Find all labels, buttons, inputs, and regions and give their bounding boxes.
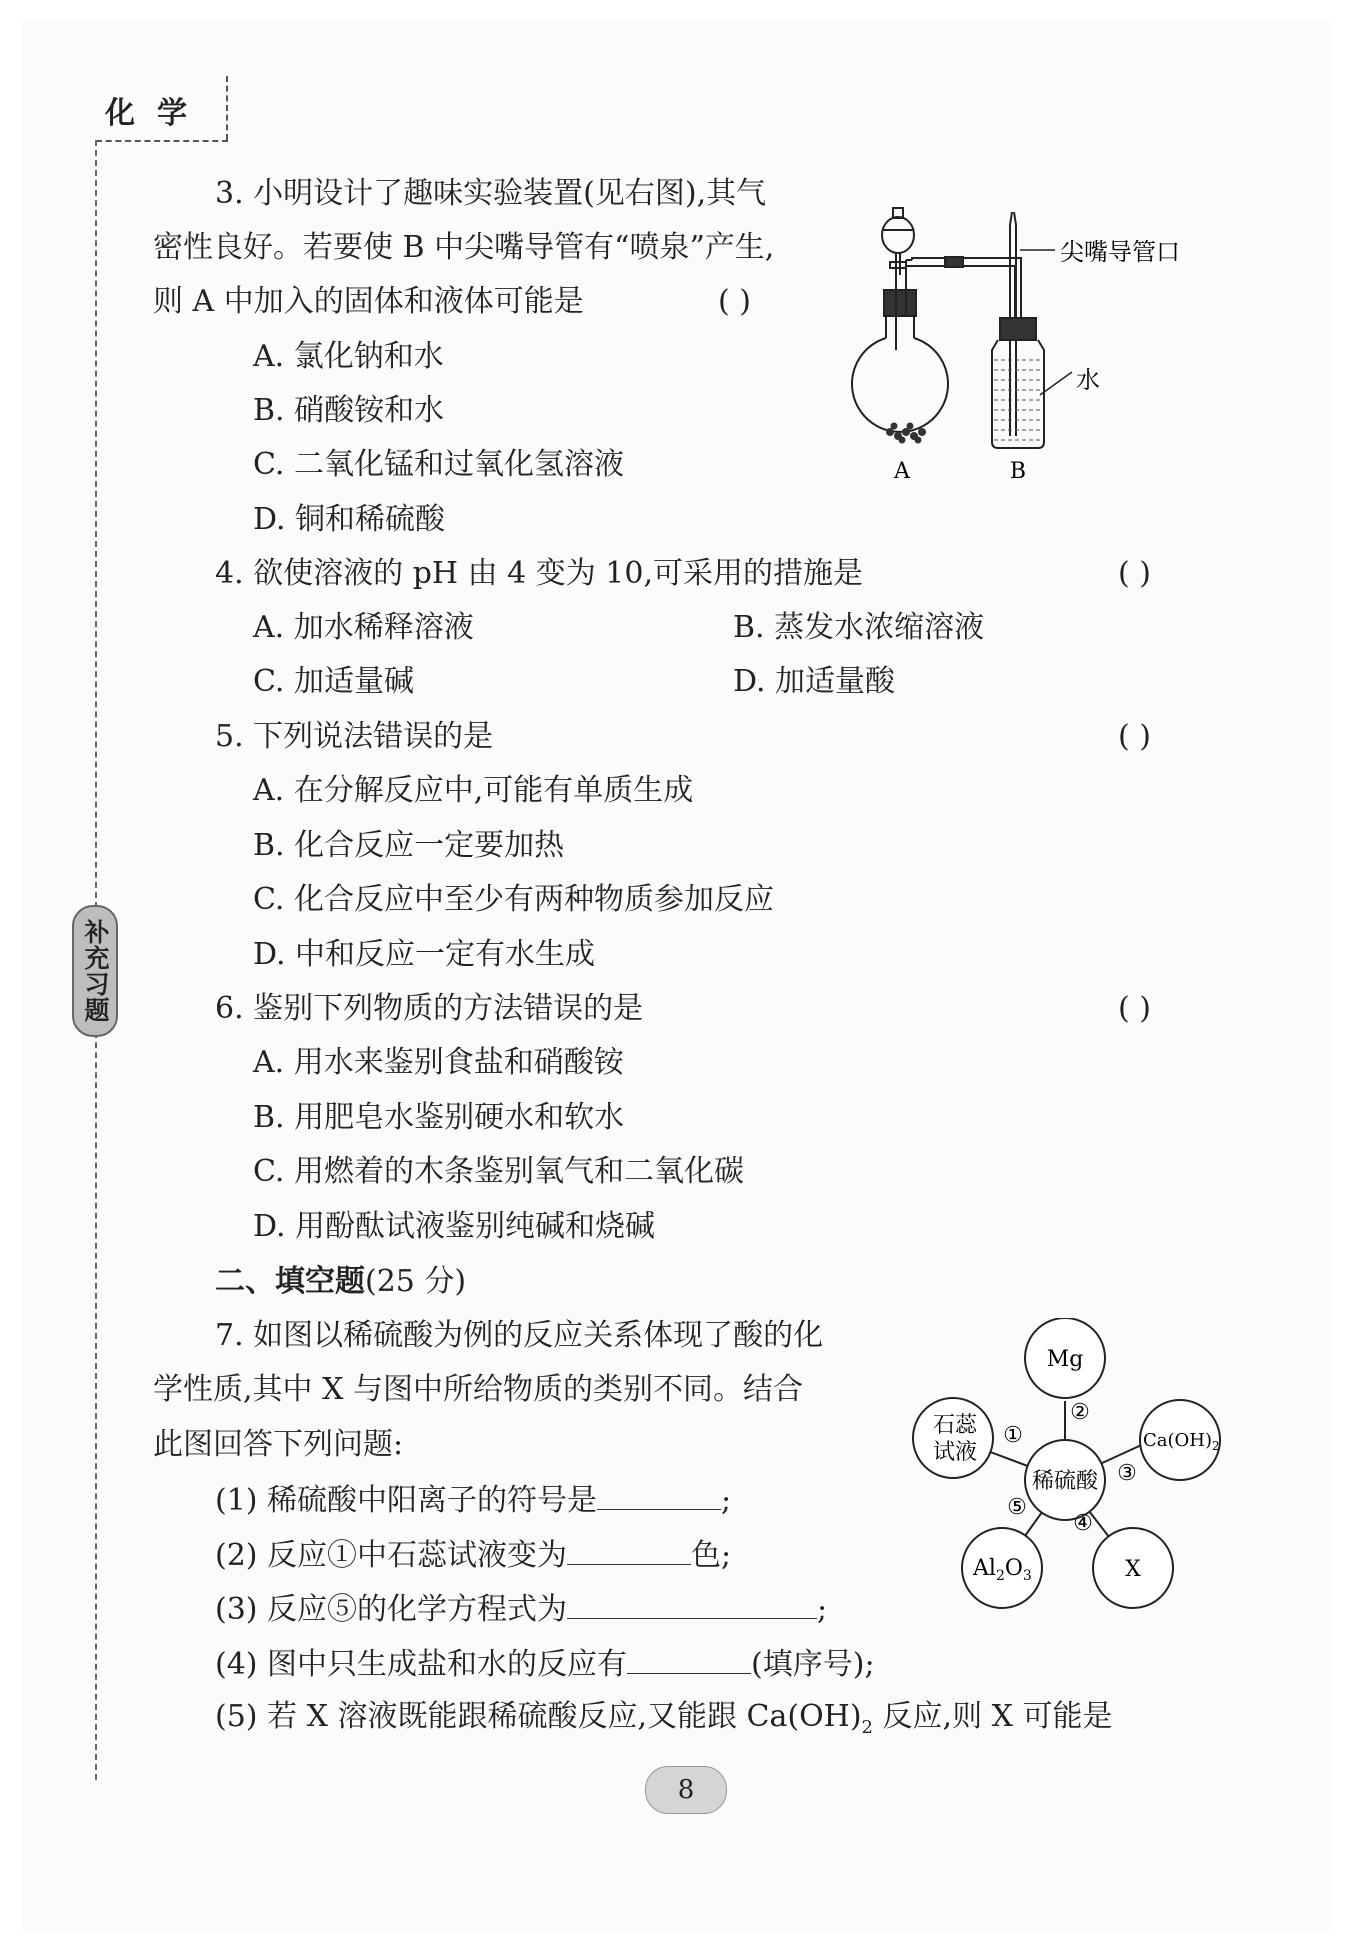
q4-answer-paren: ( ): [1118, 556, 1151, 591]
q7-sub3-text: (3) 反应⑤的化学方程式为: [215, 1592, 568, 1627]
q5-option-c: C. 化合反应中至少有两种物质参加反应: [253, 882, 774, 917]
q6-option-a: A. 用水来鉴别食盐和硝酸铵: [253, 1045, 624, 1080]
q4-stem: 4. 欲使溶液的 pH 由 4 变为 10,可采用的措施是: [215, 556, 864, 591]
q7-sub2-blank[interactable]: [567, 1536, 691, 1565]
q7-line-1: 7. 如图以稀硫酸为例的反应关系体现了酸的化: [215, 1318, 824, 1353]
q3-option-c: C. 二氧化锰和过氧化氢溶液: [253, 447, 624, 482]
label-al2o3: $Al_2O_3$: [973, 1556, 1032, 1584]
q3-option-b: B. 硝酸铵和水: [253, 393, 445, 428]
q6-option-d: D. 用酚酞试液鉴别纯碱和烧碱: [253, 1209, 656, 1244]
q6-option-c: C. 用燃着的木条鉴别氧气和二氧化碳: [253, 1154, 744, 1189]
reaction-number-1: ①: [1003, 1423, 1023, 1448]
q3-option-d: D. 铜和稀硫酸: [253, 502, 446, 537]
q4-option-c: C. 加适量碱: [253, 664, 414, 699]
label-a: A: [894, 459, 910, 484]
water-lines: [994, 360, 1042, 440]
page-number: 8: [645, 1766, 727, 1814]
q7-sub2-end: 色;: [691, 1538, 732, 1573]
q6-option-b: B. 用肥皂水鉴别硬水和软水: [253, 1100, 625, 1135]
label-litmus-2: 试液: [932, 1440, 978, 1465]
q4-option-b: B. 蒸发水浓缩溶液: [733, 610, 985, 645]
q5-option-a: A. 在分解反应中,可能有单质生成: [253, 773, 694, 808]
side-tab: [72, 905, 118, 1037]
q3-line-1: 3. 小明设计了趣味实验装置(见右图),其气: [215, 176, 767, 211]
q7-sub4: [215, 1645, 875, 1683]
header-divider-vertical: [226, 76, 228, 140]
flask-a: [852, 260, 948, 432]
q7-sub4-blank[interactable]: [627, 1645, 751, 1674]
reaction-number-4: ④: [1073, 1511, 1093, 1536]
section2-heading: [215, 1264, 466, 1300]
bottle-b: [992, 212, 1044, 448]
label-water: 水: [1076, 366, 1100, 394]
q3-apparatus-figure: [840, 200, 1250, 490]
label-b: B: [1009, 459, 1027, 484]
q7-sub1-end: ;: [721, 1483, 732, 1518]
q7-sub5: [215, 1699, 1113, 1746]
q7-sub2: [215, 1536, 731, 1574]
separatory-funnel: [882, 208, 914, 275]
reaction-number-5: ⑤: [1007, 1495, 1027, 1520]
q5-answer-paren: ( ): [1118, 719, 1151, 754]
q3-line-3: 则 A 中加入的固体和液体可能是: [153, 284, 584, 319]
q7-sub4-text: (4) 图中只生成盐和水的反应有: [215, 1647, 628, 1682]
q7-sub1-text: (1) 稀硫酸中阳离子的符号是: [215, 1483, 598, 1518]
label-caoh: $Ca(OH)_2$: [1143, 1430, 1220, 1453]
header-divider-horizontal: [96, 140, 228, 142]
q7-sub2-text: (2) 反应①中石蕊试液变为: [215, 1538, 568, 1573]
q7-line-2: 学性质,其中 X 与图中所给物质的类别不同。结合: [153, 1372, 803, 1407]
q4-option-a: A. 加水稀释溶液: [253, 610, 474, 645]
q6-stem: 6. 鉴别下列物质的方法错误的是: [215, 991, 644, 1026]
q7-sub1-blank[interactable]: [597, 1481, 721, 1510]
q7-sub5-end: 反应,则 X 可能是: [873, 1699, 1113, 1734]
subject-header: 化学: [105, 96, 209, 131]
q3-line-2: 密性良好。若要使 B 中尖嘴导管有“喷泉”产生,: [153, 230, 775, 265]
q6-answer-paren: ( ): [1118, 991, 1151, 1026]
q5-option-d: D. 中和反应一定有水生成: [253, 937, 596, 972]
q5-stem: 5. 下列说法错误的是: [215, 719, 494, 754]
label-tip: 尖嘴导管口: [1060, 238, 1180, 266]
reaction-number-2: ②: [1070, 1400, 1090, 1425]
q7-line-3: 此图回答下列问题:: [153, 1427, 404, 1462]
q7-sub3-blank[interactable]: [567, 1590, 817, 1619]
q7-sub5-text: (5) 若 X 溶液既能跟稀硫酸反应,又能跟 Ca(OH): [215, 1699, 862, 1734]
section2-score: (25 分): [365, 1264, 467, 1299]
reaction-number-3: ③: [1117, 1461, 1137, 1486]
q7-sub4-end: (填序号);: [751, 1647, 875, 1682]
q4-option-d: D. 加适量酸: [733, 664, 896, 699]
label-center: 稀硫酸: [1031, 1469, 1099, 1494]
q7-sub3-end: ;: [817, 1592, 828, 1627]
q5-option-b: B. 化合反应一定要加热: [253, 828, 565, 863]
q3-option-a: A. 氯化钠和水: [253, 339, 444, 374]
node-litmus: [913, 1398, 993, 1478]
section2-title: 二、填空题: [215, 1264, 365, 1299]
q3-answer-paren: ( ): [718, 284, 751, 319]
label-litmus-1: 石蕊: [932, 1413, 978, 1438]
solid-pellets: [886, 423, 926, 444]
label-x: X: [1125, 1557, 1141, 1582]
label-mg: Mg: [1046, 1347, 1084, 1372]
q7-sub5-subscript: 2: [861, 1717, 873, 1738]
q7-reaction-diagram: [905, 1318, 1225, 1618]
q7-sub3: [215, 1590, 827, 1628]
side-tab-label: 补充习题: [81, 919, 110, 1023]
q7-sub1: [215, 1481, 731, 1519]
